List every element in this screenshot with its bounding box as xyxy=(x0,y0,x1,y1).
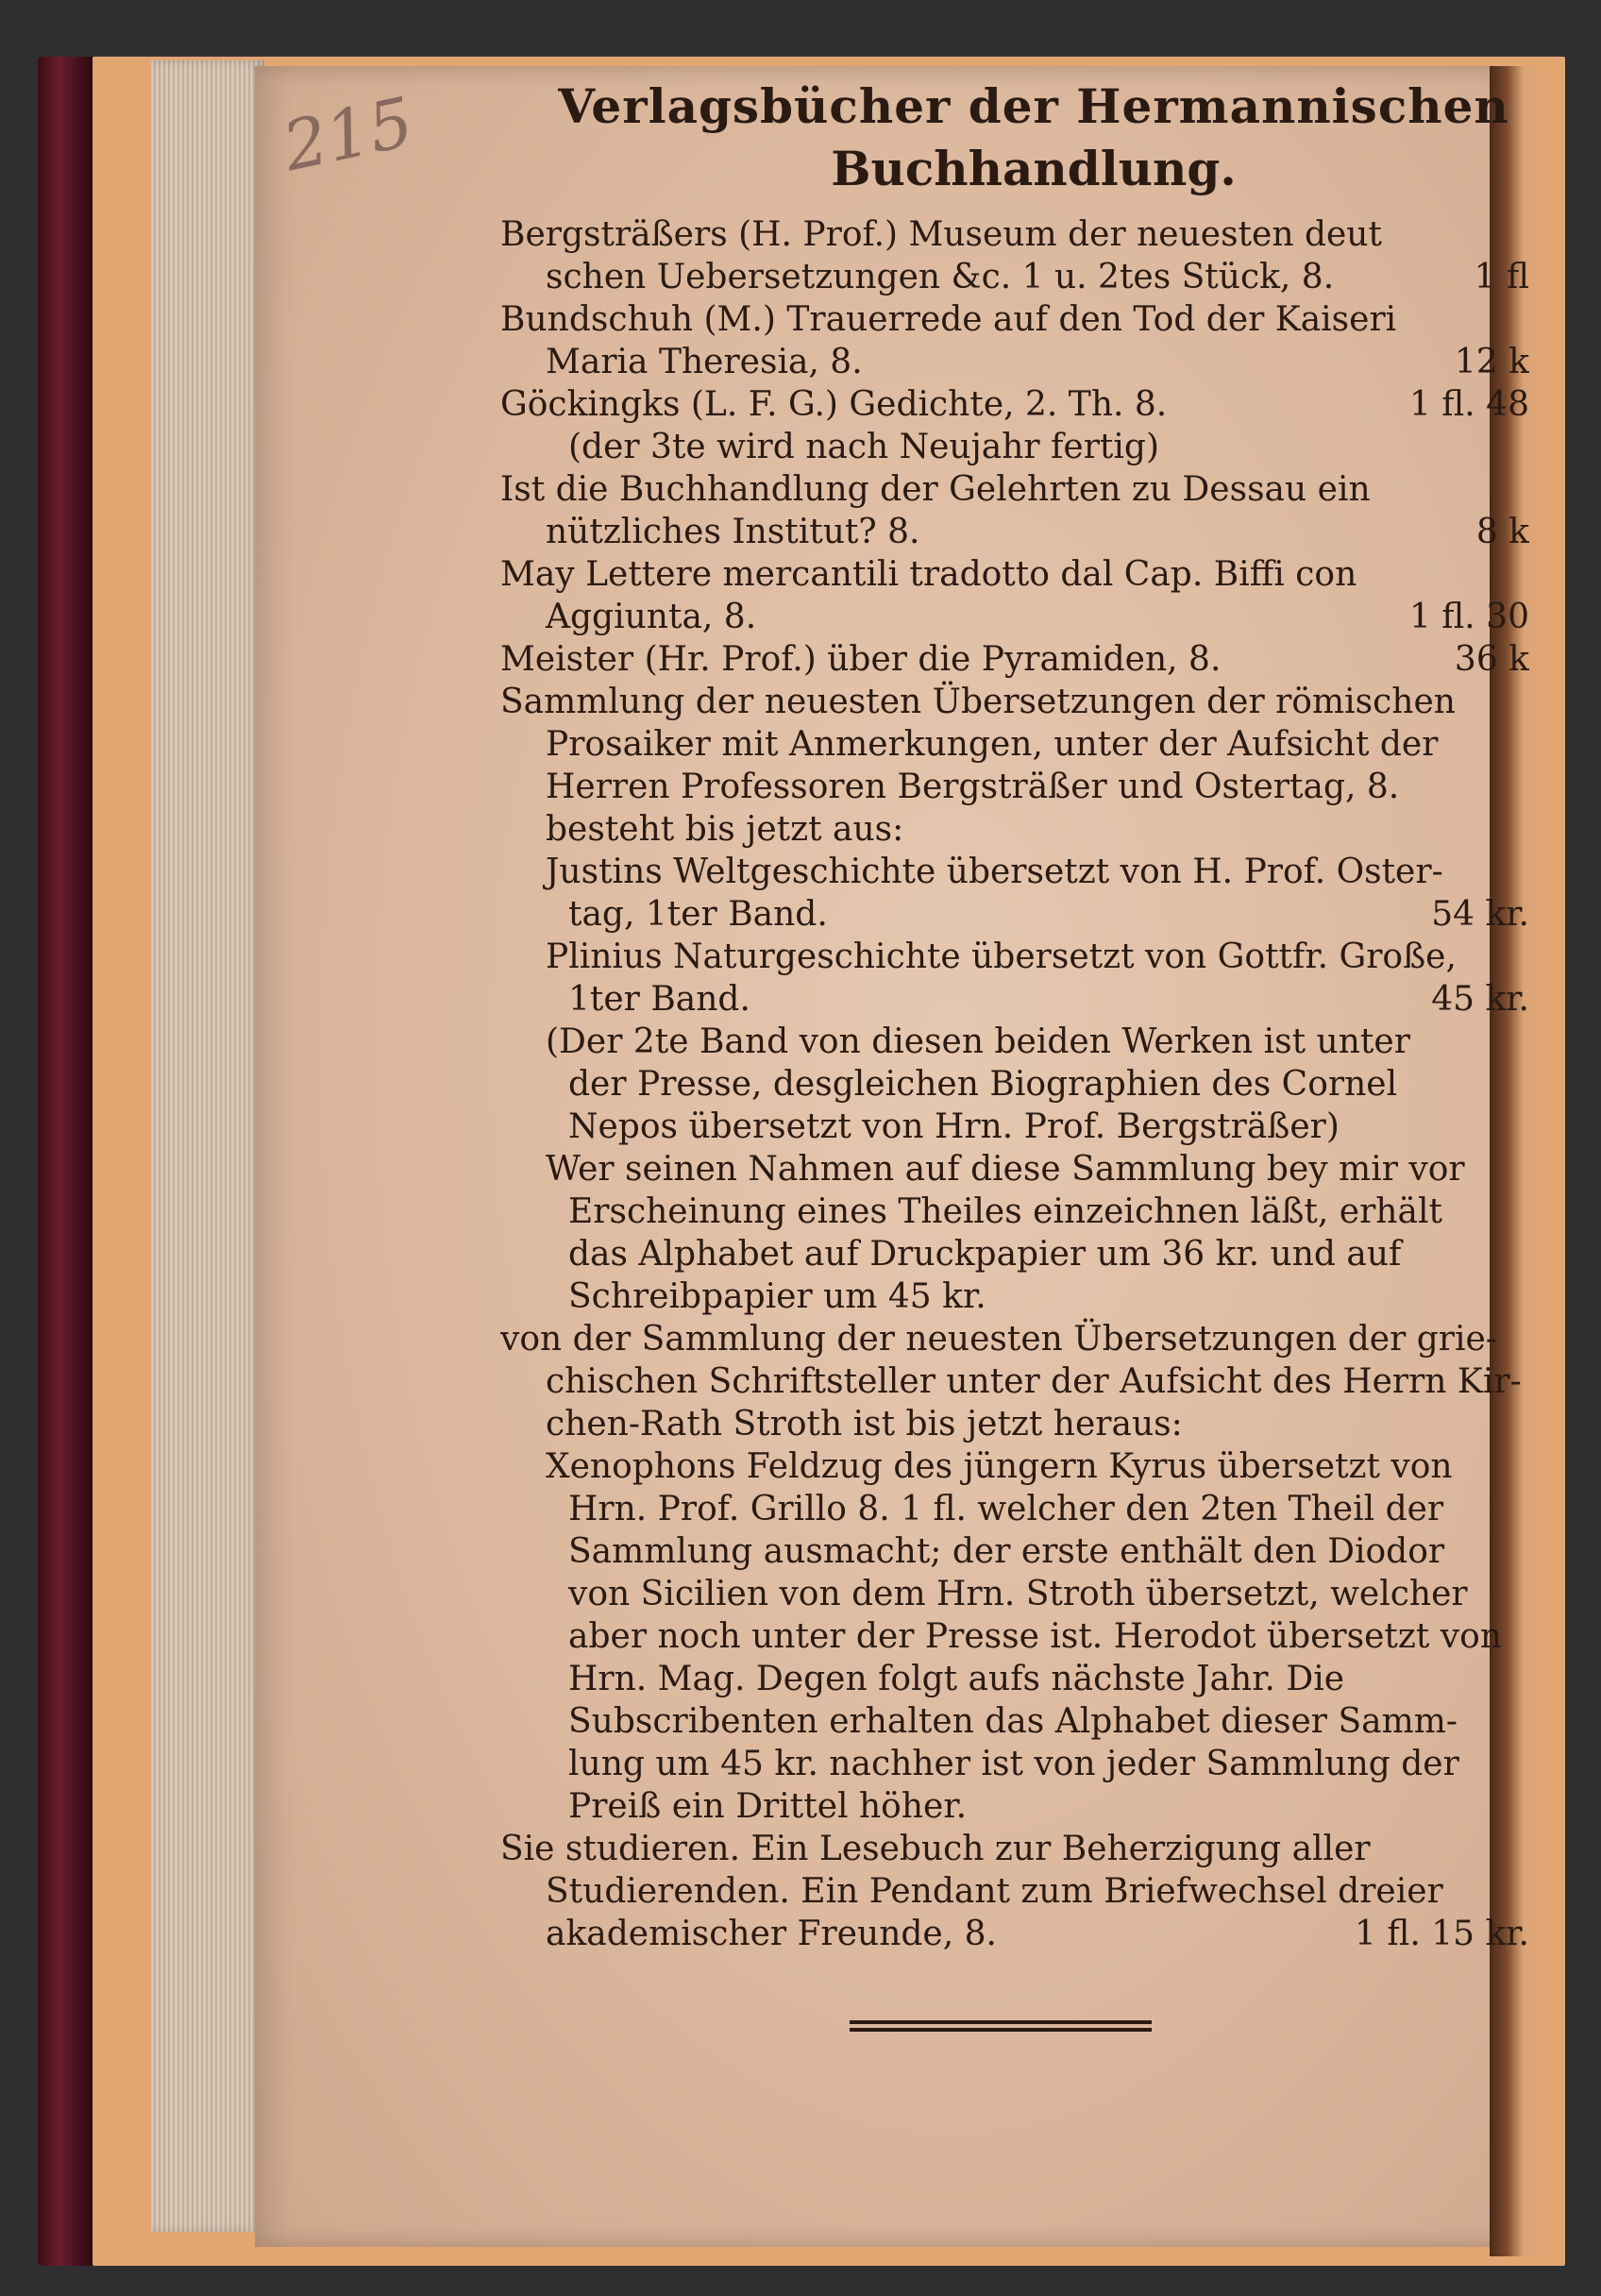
text-line xyxy=(500,1828,1529,1870)
line-text: von der Sammlung der neuesten Übersetzungen der grie- xyxy=(500,1320,1497,1359)
line-price: 54 kr. xyxy=(1431,895,1529,934)
text-line xyxy=(500,1021,1529,1063)
line-text: der Presse, desgleichen Biographien des Cornel xyxy=(568,1065,1398,1104)
text-line xyxy=(500,1530,1529,1573)
page-text xyxy=(500,76,1529,1955)
line-text: Schreibpapier um 45 kr. xyxy=(568,1277,986,1316)
text-line xyxy=(500,596,1529,638)
text-line xyxy=(500,213,1529,256)
line-text: (Der 2te Band von diesen beiden Werken ist unter xyxy=(546,1022,1410,1061)
line-text: Hrn. Prof. Grillo 8. 1 fl. welcher den 2ten Theil der xyxy=(568,1490,1444,1528)
text-line xyxy=(500,1573,1529,1615)
line-text: Nepos übersetzt von Hrn. Prof. Bergsträßer) xyxy=(568,1107,1340,1146)
line-text: akademischer Freunde, 8. xyxy=(546,1915,997,1953)
line-text: Herren Professoren Bergsträßer und Ostertag, 8. xyxy=(546,768,1400,806)
text-line xyxy=(500,256,1529,298)
text-line xyxy=(500,511,1529,553)
line-text: Preiß ein Drittel höher. xyxy=(568,1787,968,1826)
line-price: 45 kr. xyxy=(1431,980,1529,1019)
book-spine xyxy=(38,57,93,2266)
text-line xyxy=(500,638,1529,681)
text-line xyxy=(500,893,1529,936)
line-price: 12 k xyxy=(1454,343,1529,381)
line-price: 1 fl xyxy=(1474,258,1529,296)
line-text: Erscheinung eines Theiles einzeichnen läßt, erhält xyxy=(568,1192,1442,1231)
line-price: 1 fl. 15 kr. xyxy=(1354,1915,1529,1953)
text-line xyxy=(500,1743,1529,1785)
text-line xyxy=(500,1488,1529,1530)
line-text: Aggiunta, 8. xyxy=(546,598,757,636)
line-text: von Sicilien von dem Hrn. Stroth übersetzt, welcher xyxy=(568,1575,1468,1613)
line-text: Ist die Buchhandlung der Gelehrten zu Dessau ein xyxy=(500,470,1371,509)
closing-rule-ornament xyxy=(850,2020,1152,2034)
entry-list xyxy=(500,213,1529,1955)
line-text: 1ter Band. xyxy=(568,980,750,1019)
text-line xyxy=(500,298,1529,341)
text-line xyxy=(500,851,1529,893)
line-text: besteht bis jetzt aus: xyxy=(546,810,904,849)
text-line xyxy=(500,1148,1529,1190)
text-line xyxy=(500,1658,1529,1700)
line-price: 8 k xyxy=(1475,513,1529,551)
line-text: Plinius Naturgeschichte übersetzt von Gottfr. Große, xyxy=(546,937,1457,976)
line-text: Hrn. Mag. Degen folgt aufs nächste Jahr. Die xyxy=(568,1660,1345,1698)
text-line xyxy=(500,766,1529,808)
handwritten-mark: 215 xyxy=(276,81,420,187)
line-text: chen-Rath Stroth ist bis jetzt heraus: xyxy=(546,1405,1183,1443)
line-text: Wer seinen Nahmen auf diese Sammlung bey mir vor xyxy=(546,1150,1465,1189)
text-line xyxy=(500,723,1529,766)
line-text: Bundschuh (M.) Trauerrede auf den Tod der Kaiseri xyxy=(500,300,1397,339)
text-line xyxy=(500,808,1529,851)
line-text: tag, 1ter Band. xyxy=(568,895,828,934)
line-text: Sammlung der neuesten Übersetzungen der römischen xyxy=(500,683,1456,721)
line-text: chischen Schriftsteller unter der Aufsicht des Herrn Kir- xyxy=(546,1362,1522,1401)
line-text: nützliches Institut? 8. xyxy=(546,513,920,551)
text-line xyxy=(500,468,1529,511)
line-text: Maria Theresia, 8. xyxy=(546,343,863,381)
text-line xyxy=(500,1615,1529,1658)
text-line xyxy=(500,553,1529,596)
page-subtitle: Buchhandlung. xyxy=(831,141,1237,196)
line-text: schen Uebersetzungen &c. 1 u. 2tes Stück, 8. xyxy=(546,258,1335,296)
line-text: aber noch unter der Presse ist. Herodot übersetzt von xyxy=(568,1617,1502,1656)
line-text: Studierenden. Ein Pendant zum Briefwechsel dreier xyxy=(546,1872,1443,1911)
line-text: das Alphabet auf Druckpapier um 36 kr. und auf xyxy=(568,1235,1402,1274)
line-price: 1 fl. 30 xyxy=(1408,598,1529,636)
text-line xyxy=(500,1700,1529,1743)
line-text: Sie studieren. Ein Lesebuch zur Beherzigung aller xyxy=(500,1830,1371,1868)
text-line xyxy=(500,1106,1529,1148)
text-line xyxy=(500,1275,1529,1318)
line-text: Justins Weltgeschichte übersetzt von H. Prof. Oster- xyxy=(546,853,1443,891)
line-text: Subscribenten erhalten das Alphabet dieser Samm- xyxy=(568,1702,1458,1741)
line-text: (der 3te wird nach Neujahr fertig) xyxy=(568,428,1159,466)
line-text: May Lettere mercantili tradotto dal Cap. Biffi con xyxy=(500,555,1357,594)
text-line xyxy=(500,1063,1529,1106)
text-line xyxy=(500,341,1529,383)
text-line xyxy=(500,1360,1529,1403)
text-line xyxy=(500,1190,1529,1233)
text-line xyxy=(500,383,1529,426)
text-line xyxy=(500,1785,1529,1828)
page-edges xyxy=(151,60,264,2232)
text-line xyxy=(500,978,1529,1021)
line-text: lung um 45 kr. nachher ist von jeder Sammlung der xyxy=(568,1745,1459,1783)
text-line xyxy=(500,426,1529,468)
text-line xyxy=(500,1403,1529,1445)
text-line xyxy=(500,1913,1529,1955)
line-text: Prosaiker mit Anmerkungen, unter der Aufsicht der xyxy=(546,725,1439,764)
line-text: Xenophons Feldzug des jüngern Kyrus übersetzt von xyxy=(546,1447,1453,1486)
line-text: Sammlung ausmacht; der erste enthält den Diodor xyxy=(568,1532,1445,1571)
text-line xyxy=(500,681,1529,723)
text-line xyxy=(500,1318,1529,1360)
line-text: Bergsträßers (H. Prof.) Museum der neuesten deut xyxy=(500,215,1382,254)
page-title: Verlagsbücher der Hermannischen xyxy=(558,78,1509,134)
text-line xyxy=(500,1233,1529,1275)
line-price: 36 k xyxy=(1454,640,1529,679)
text-line xyxy=(500,936,1529,978)
line-text: Meister (Hr. Prof.) über die Pyramiden, 8. xyxy=(500,640,1222,679)
text-line xyxy=(500,1445,1529,1488)
line-text: Göckingks (L. F. G.) Gedichte, 2. Th. 8. xyxy=(500,385,1168,424)
line-price: 1 fl. 48 xyxy=(1408,385,1529,424)
text-line xyxy=(500,1870,1529,1913)
